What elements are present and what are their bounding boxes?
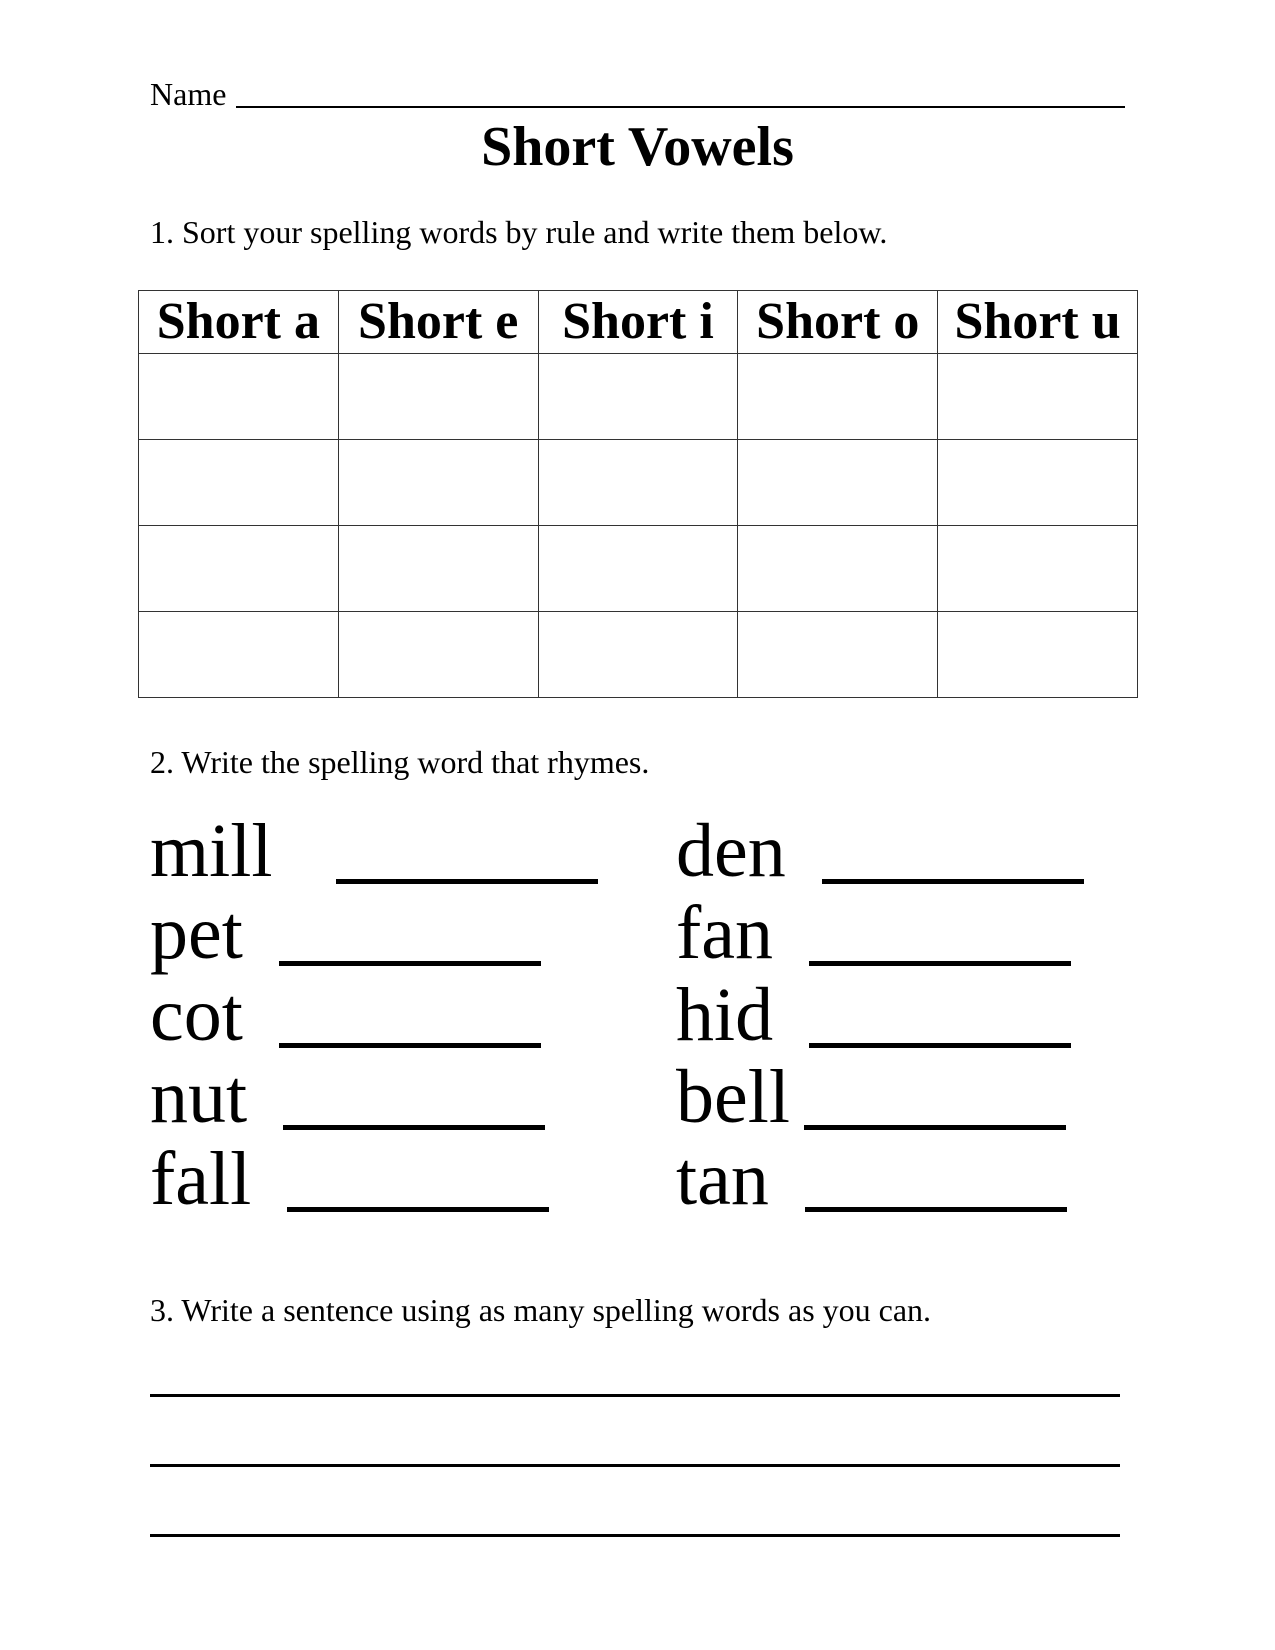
rhyme-answer-line[interactable]: [279, 961, 541, 966]
table-row: [139, 612, 1138, 698]
sentence-line[interactable]: [150, 1534, 1120, 1537]
rhyme-item-hid: [676, 972, 1071, 1058]
table-cell[interactable]: [338, 354, 538, 440]
sort-table-header-row: [139, 291, 1138, 354]
rhyme-item-mill: [150, 808, 598, 894]
rhyme-word: fan: [676, 891, 774, 975]
rhyme-word: cot: [150, 973, 243, 1057]
rhyme-word: nut: [150, 1055, 248, 1139]
table-cell[interactable]: [938, 440, 1138, 526]
rhyme-item-nut: [150, 1054, 545, 1140]
table-cell[interactable]: [538, 612, 738, 698]
name-field: [150, 72, 1125, 112]
name-blank-line[interactable]: [236, 72, 1125, 108]
column-header-short-i: Short i: [538, 291, 738, 354]
table-cell[interactable]: [538, 526, 738, 612]
rhyme-item-bell: [676, 1054, 1066, 1140]
column-header-short-a: Short a: [139, 291, 339, 354]
rhyme-word: den: [676, 809, 786, 893]
rhyme-answer-line[interactable]: [336, 879, 598, 884]
rhyme-word: mill: [150, 809, 273, 893]
table-cell[interactable]: [338, 612, 538, 698]
table-cell[interactable]: [738, 354, 938, 440]
table-cell[interactable]: [538, 440, 738, 526]
rhyme-answer-line[interactable]: [287, 1207, 549, 1212]
table-cell[interactable]: [139, 526, 339, 612]
rhyme-item-pet: [150, 890, 541, 976]
instruction-1: 1. Sort your spelling words by rule and write them below.: [150, 214, 888, 250]
rhyme-word: bell: [676, 1055, 790, 1139]
rhyme-answer-line[interactable]: [822, 879, 1084, 884]
rhyme-word: pet: [150, 891, 243, 975]
rhyme-answer-line[interactable]: [805, 1207, 1067, 1212]
sort-table: [138, 290, 1138, 698]
table-cell[interactable]: [938, 354, 1138, 440]
rhyme-word: tan: [676, 1137, 769, 1221]
table-cell[interactable]: [139, 612, 339, 698]
rhyme-item-fan: [676, 890, 1071, 976]
table-cell[interactable]: [338, 440, 538, 526]
rhyme-answer-line[interactable]: [279, 1043, 541, 1048]
rhyme-word: hid: [676, 973, 774, 1057]
table-cell[interactable]: [338, 526, 538, 612]
table-row: [139, 354, 1138, 440]
table-cell[interactable]: [139, 354, 339, 440]
rhyme-answer-line[interactable]: [809, 1043, 1071, 1048]
instruction-3: 3. Write a sentence using as many spelling words as you can.: [150, 1292, 932, 1328]
rhyme-item-cot: [150, 972, 541, 1058]
column-header-short-e: Short e: [338, 291, 538, 354]
table-cell[interactable]: [139, 440, 339, 526]
rhyme-item-den: [676, 808, 1084, 894]
table-cell[interactable]: [538, 354, 738, 440]
column-header-short-o: Short o: [738, 291, 938, 354]
table-cell[interactable]: [738, 526, 938, 612]
worksheet-title: Short Vowels: [481, 116, 794, 178]
table-row: [139, 526, 1138, 612]
table-cell[interactable]: [938, 612, 1138, 698]
rhyme-word: fall: [150, 1137, 252, 1221]
rhyme-answer-line[interactable]: [809, 961, 1071, 966]
instruction-2: 2. Write the spelling word that rhymes.: [150, 744, 650, 780]
table-cell[interactable]: [938, 526, 1138, 612]
rhyme-item-tan: [676, 1136, 1067, 1222]
name-label: Name: [150, 76, 227, 112]
sentence-line[interactable]: [150, 1464, 1120, 1467]
table-row: [139, 440, 1138, 526]
table-cell[interactable]: [738, 612, 938, 698]
rhyme-answer-line[interactable]: [283, 1125, 545, 1130]
table-cell[interactable]: [738, 440, 938, 526]
rhyme-item-fall: [150, 1136, 549, 1222]
rhyme-answer-line[interactable]: [804, 1125, 1066, 1130]
sentence-line[interactable]: [150, 1394, 1120, 1397]
column-header-short-u: Short u: [938, 291, 1138, 354]
